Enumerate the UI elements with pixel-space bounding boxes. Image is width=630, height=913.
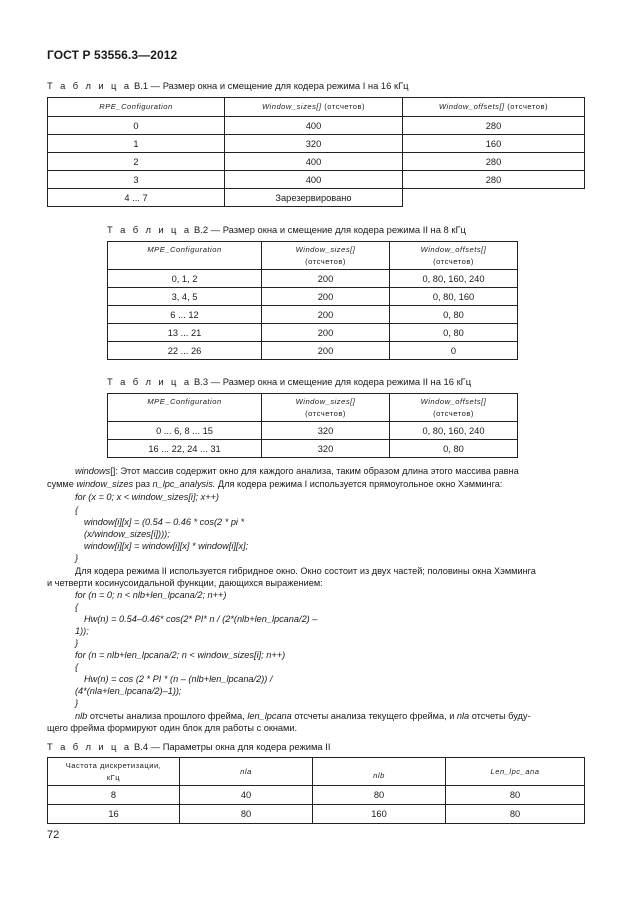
table-cell: 200 [262,288,390,306]
table-cell: 6 ... 12 [108,306,262,324]
col-header: nlb [313,758,446,786]
table-cell: 200 [262,342,390,360]
code-line: { [75,602,79,612]
col-header: MPE_Configuration [108,242,262,270]
table-cell: 0, 80, 160, 240 [390,270,518,288]
code-line: { [75,505,79,515]
caption-prefix: Т а б л и ц а [107,376,192,387]
code-line: } [75,698,79,708]
table-cell-empty [403,189,585,207]
code-line: for (n = nlb+len_lpcana/2; n < window_sizes[i]; n++) [75,650,286,660]
table-header-row [48,98,585,117]
table-cell: 4 ... 7 [48,189,225,207]
col-header: Window_offsets[] (отсчетов) [390,242,518,270]
table-cell: 2 [48,153,225,171]
table-b3-caption [107,376,471,387]
col-header: Window_sizes[] (отсчетов) [225,98,403,117]
table-b1 [47,97,585,207]
table-cell: 0 ... 6, 8 ... 15 [108,422,262,440]
paragraph-windows-line1: windows[]: Этот массив содержит окно для каждого анализа, таким образом длина этого массива равна [75,466,519,476]
col-header: Len_lpc_ana [446,758,585,786]
table-cell: 16 ... 22, 24 ... 31 [108,440,262,458]
table-cell: 280 [403,153,585,171]
table-cell: Зарезервировано [225,189,403,207]
code-line: Hw(n) = cos (2 * PI * (n – (nlb+len_lpcana/2)) / [84,674,273,684]
table-row [108,342,518,360]
code-line: window[i][x] = window[i][x] * window[i][x]; [84,541,249,551]
table-cell: 280 [403,171,585,189]
paragraph-hybrid-line2: и четверти косинусоидальной функции, дающихся выражением: [47,578,323,588]
table-cell: 13 ... 21 [108,324,262,342]
table-cell: 0, 80, 160 [390,288,518,306]
table-cell: 0, 1, 2 [108,270,262,288]
table-cell: 3 [48,171,225,189]
page-number: 72 [47,829,60,841]
table-row [108,306,518,324]
col-header: MPE_Configuration [108,394,262,422]
table-cell: 320 [225,135,403,153]
col-header: nla [180,758,313,786]
code-line: window[i][x] = (0.54 – 0.46 * cos(2 * pi * [84,517,245,527]
table-cell: 80 [180,805,313,824]
table-row [108,288,518,306]
table-cell: 200 [262,324,390,342]
col-header: Window_offsets[] (отсчетов) [403,98,585,117]
table-cell: 80 [313,786,446,805]
paragraph-frames-line2: щего фрейма формируют один блок для работы с окнами. [47,723,298,733]
code-line: } [75,638,79,648]
table-cell: 80 [446,805,585,824]
table-header-row [48,758,585,786]
table-cell: 8 [48,786,180,805]
code-line: Hw(n) = 0.54–0.46* cos(2* PI* n / (2*(nlb+len_lpcana/2) – [84,614,318,624]
table-row [48,805,585,824]
code-line: { [75,662,79,672]
table-cell: 0, 80 [390,324,518,342]
table-b3 [107,393,518,458]
table-row [48,135,585,153]
code-line: for (x = 0; x < window_sizes[i]; x++) [75,492,219,502]
table-row [48,189,585,207]
caption-text: В.4 — Параметры окна для кодера режима II [131,741,331,752]
caption-prefix: Т а б л и ц а [47,80,132,91]
table-cell: 160 [313,805,446,824]
table-b1-caption [47,80,409,91]
table-cell: 22 ... 26 [108,342,262,360]
paragraph-windows-line2: сумме window_sizes раз n_lpc_analysis. Для кодера режима I используется прямоугольное окно Хэмминга: [47,479,503,489]
table-cell: 0, 80 [390,306,518,324]
table-cell: 0, 80, 160, 240 [390,422,518,440]
table-row [108,440,518,458]
table-cell: 280 [403,117,585,135]
caption-prefix: Т а б л и ц а [47,741,132,752]
table-row [108,422,518,440]
col-header: Window_sizes[] (отсчетов) [262,242,390,270]
paragraph-hybrid-line1: Для кодера режима II используется гибридное окно. Окно состоит из двух частей; половины окна Хэмминга [75,566,536,576]
table-cell: 400 [225,171,403,189]
table-header-row [108,394,518,422]
table-row [48,117,585,135]
table-row [48,786,585,805]
table-cell: 1 [48,135,225,153]
table-row [108,270,518,288]
table-cell: 0 [48,117,225,135]
table-row [48,153,585,171]
table-cell: 3, 4, 5 [108,288,262,306]
table-cell: 200 [262,306,390,324]
table-cell: 80 [446,786,585,805]
table-b4-caption [47,741,330,752]
caption-text: В.1 — Размер окна и смещение для кодера режима I на 16 кГц [131,80,409,91]
code-line: 1)); [75,626,89,636]
table-b2-caption [107,224,466,235]
code-line: (x/window_sizes[i]))); [84,529,170,539]
table-header-row [108,242,518,270]
caption-text: В.2 — Размер окна и смещение для кодера режима II на 8 кГц [191,224,466,235]
caption-text: В.3 — Размер окна и смещение для кодера режима II на 16 кГц [191,376,472,387]
col-header: Window_sizes[] (отсчетов) [262,394,390,422]
col-header: Window_offsets[] (отсчетов) [390,394,518,422]
table-cell: 0 [390,342,518,360]
table-row [48,171,585,189]
table-row [108,324,518,342]
table-cell: 40 [180,786,313,805]
table-cell: 160 [403,135,585,153]
col-header: RPE_Configuration [48,98,225,117]
document-header: ГОСТ Р 53556.3—2012 [47,48,178,62]
table-b4 [47,757,585,824]
caption-prefix: Т а б л и ц а [107,224,192,235]
code-line: } [75,553,79,563]
table-cell: 400 [225,117,403,135]
code-line: for (n = 0; n < nlb+len_lpcana/2; n++) [75,590,227,600]
paragraph-frames-line1: nlb отсчеты анализа прошлого фрейма, len_lpcana отсчеты анализа текущего фрейма, и nla отсчеты буду- [75,711,531,721]
code-line: (4*(nla+len_lpcana/2)–1)); [75,686,182,696]
table-cell: 0, 80 [390,440,518,458]
col-header: Частота дискретизации, кГц [48,758,180,786]
table-b2 [107,241,518,360]
table-cell: 320 [262,422,390,440]
table-cell: 200 [262,270,390,288]
table-cell: 400 [225,153,403,171]
table-cell: 16 [48,805,180,824]
table-cell: 320 [262,440,390,458]
